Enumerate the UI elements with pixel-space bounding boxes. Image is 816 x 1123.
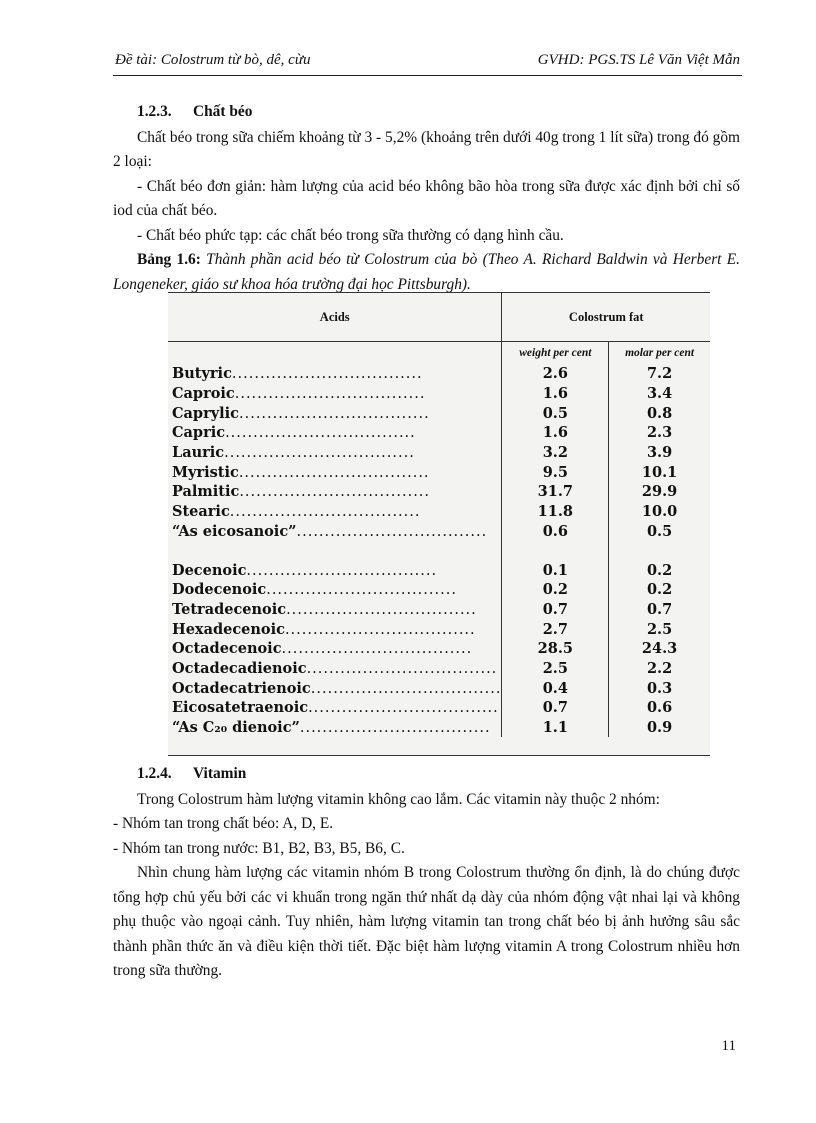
acid-name-text: Caprylic: [172, 404, 239, 422]
leader-dots: ..................................: [308, 700, 499, 717]
subheader-empty: [168, 342, 502, 365]
molar-per-cent: 0.7: [646, 600, 673, 618]
header-divider: [113, 75, 742, 76]
table-row: [168, 502, 710, 522]
section-heading-vitamin: [137, 762, 740, 787]
molar-per-cent: 0.5: [646, 522, 673, 540]
paragraph-complex-fat: - Chất béo phức tạp: các chất béo trong sữa thường có dạng hình cầu.: [137, 226, 564, 244]
weight-per-cent: 2.7: [502, 619, 609, 639]
leader-dots: ..................................: [224, 445, 415, 462]
section-number: 1.2.3.: [137, 103, 172, 120]
acid-name-text: Hexadecenoic: [172, 620, 285, 638]
weight-per-cent: 31.7: [502, 482, 609, 502]
section-heading-fat: [137, 100, 740, 125]
acid-name-text: Tetradecenoic: [172, 600, 287, 618]
weight-per-cent: 1.1: [502, 718, 609, 738]
acid-name: [168, 384, 502, 404]
weight-per-cent: 0.2: [502, 580, 609, 600]
molar-per-cent: 0.9: [646, 719, 673, 737]
leader-dots: ..................................: [229, 504, 421, 521]
leader-dots: ..................................: [266, 582, 457, 599]
table-row: [168, 580, 710, 600]
molar-per-cent: 3.4: [646, 385, 673, 403]
molar-per-cent: 10.0: [641, 503, 678, 521]
table-row: [168, 364, 710, 384]
section-title: Vitamin: [193, 765, 247, 782]
leader-dots: ..................................: [234, 386, 426, 403]
acid-name: [168, 659, 502, 679]
acid-name: [168, 522, 502, 542]
acid-name: [168, 502, 502, 522]
molar-per-cent: 3.9: [646, 444, 673, 462]
acid-name-text: Stearic: [172, 503, 230, 521]
acid-name: [168, 718, 502, 738]
table-row: [168, 522, 710, 542]
acid-name-text: Octadecatrienoic: [172, 679, 311, 697]
weight-per-cent: 28.5: [502, 639, 609, 659]
table-row: [168, 482, 710, 502]
gap-cell: [609, 541, 710, 560]
table-caption-label: Bảng 1.6:: [137, 251, 201, 268]
acid-name: [168, 443, 502, 463]
acid-name: [168, 403, 502, 423]
acid-name: [168, 364, 502, 384]
molar-per-cent: 10.1: [641, 463, 678, 481]
fatty-acid-table: [168, 292, 710, 756]
acid-name: [168, 462, 502, 482]
weight-per-cent: 0.1: [502, 560, 609, 580]
acid-name: [168, 619, 502, 639]
weight-per-cent: 0.5: [502, 403, 609, 423]
molar-per-cent: 0.8: [646, 404, 673, 422]
section-vitamin: [113, 762, 740, 984]
section-fat: [113, 100, 740, 297]
header-topic: Đề tài: Colostrum từ bò, dê, cừu: [115, 52, 311, 68]
acid-name-text: Palmitic: [172, 483, 240, 501]
acid-name-text: Eicosatetraenoic: [172, 699, 309, 717]
acid-name: [168, 482, 502, 502]
subheader-weight: weight per cent: [502, 342, 609, 365]
paragraph-vitamin-intro: Trong Colostrum hàm lượng vitamin không cao lắm. Các vitamin này thuộc 2 nhóm:: [137, 790, 660, 808]
acid-name-text: Myristic: [172, 463, 239, 481]
section-title: Chất béo: [193, 103, 253, 120]
leader-dots: ..................................: [299, 720, 491, 737]
acid-name: [168, 678, 502, 698]
table-row: [168, 639, 710, 659]
acid-name-text: Lauric: [172, 444, 225, 462]
molar-per-cent: 0.2: [646, 581, 673, 599]
molar-per-cent: 2.3: [646, 424, 673, 442]
table-subheader-row: [168, 342, 710, 365]
table-caption: [113, 248, 740, 297]
table-row: [168, 659, 710, 679]
leader-dots: ..................................: [231, 366, 423, 383]
table-row: [168, 560, 710, 580]
header-supervisor: GVHD: PGS.TS Lê Văn Việt Mẫn: [537, 52, 740, 68]
column-header-colostrum-fat: Colostrum fat: [568, 309, 644, 324]
paragraph-vitamin-body: Nhìn chung hàm lượng các vitamin nhóm B trong Colostrum thường ổn định, là do chúng được tổng hợp chủ yếu bởi các vi khuẩn trong ngăn thứ nhất dạ dày của nhóm động vật nhai lại và không phụ thuộc vào ngoại cảnh. Tuy nhiên, hàm lượng vitamin tan trong chất béo bị ảnh hưởng sâu sắc thành phần thức ăn và điều kiện thời tiết. Đặc biệt hàm lượng vitamin A trong Colostrum nhiều hơn trong sữa thường.: [113, 864, 740, 979]
table-row: [168, 423, 710, 443]
table-caption-text: Thành phần acid béo từ Colostrum của bò (Theo A. Richard Baldwin và Herbert E. Longeneker, giáo sư khoa hóa trường đại học Pittsburgh).: [113, 251, 740, 293]
weight-per-cent: 3.2: [502, 443, 609, 463]
table-row: [168, 619, 710, 639]
weight-per-cent: 1.6: [502, 384, 609, 404]
acid-name: [168, 600, 502, 620]
molar-per-cent: 0.3: [646, 679, 673, 697]
acid-name-text: Decenoic: [172, 561, 247, 579]
subheader-molar: molar per cent: [609, 342, 710, 365]
weight-per-cent: 11.8: [502, 502, 609, 522]
molar-per-cent: 0.6: [646, 699, 673, 717]
acid-name: [168, 698, 502, 718]
leader-dots: ..................................: [246, 562, 438, 579]
gap-cell: [168, 541, 502, 560]
molar-per-cent: 24.3: [641, 640, 678, 658]
acid-name-text: Octadecenoic: [172, 640, 282, 658]
weight-per-cent: 2.6: [502, 364, 609, 384]
acid-name-text: “As C₂₀ dienoic”: [172, 719, 300, 737]
table-group-gap: [168, 541, 710, 560]
leader-dots: ..................................: [306, 660, 498, 677]
acid-name: [168, 639, 502, 659]
acid-name-text: Dodecenoic: [172, 581, 267, 599]
gap-cell: [502, 541, 609, 560]
table-row: [168, 443, 710, 463]
leader-dots: ..................................: [310, 680, 502, 697]
leader-dots: ..................................: [225, 425, 416, 442]
acid-name: [168, 560, 502, 580]
leader-dots: ..................................: [286, 601, 477, 618]
acid-name-text: Butyric: [172, 365, 232, 383]
table-row: [168, 384, 710, 404]
section-number: 1.2.4.: [137, 765, 172, 782]
table-row: [168, 403, 710, 423]
acid-name-text: Octadecadienoic: [172, 659, 307, 677]
table-row: [168, 718, 710, 738]
acid-name: [168, 423, 502, 443]
weight-per-cent: 0.7: [502, 698, 609, 718]
list-item-fat-soluble: - Nhóm tan trong chất béo: A, D, E.: [113, 815, 334, 832]
molar-per-cent: 2.5: [646, 620, 673, 638]
leader-dots: ..................................: [238, 464, 430, 481]
leader-dots: ..................................: [239, 484, 431, 501]
molar-per-cent: 0.2: [646, 561, 673, 579]
acid-name: [168, 580, 502, 600]
leader-dots: ..................................: [281, 641, 473, 658]
weight-per-cent: 0.7: [502, 600, 609, 620]
weight-per-cent: 1.6: [502, 423, 609, 443]
acid-name-text: Capric: [172, 424, 226, 442]
leader-dots: ..................................: [284, 621, 476, 638]
acid-name-text: Caproic: [172, 385, 235, 403]
table-row: [168, 462, 710, 482]
leader-dots: ..................................: [296, 523, 488, 540]
page-number: 11: [721, 1038, 736, 1054]
molar-per-cent: 7.2: [646, 365, 673, 383]
weight-per-cent: 0.6: [502, 522, 609, 542]
molar-per-cent: 29.9: [641, 483, 678, 501]
table-row: [168, 698, 710, 718]
paragraph-fat-intro: Chất béo trong sữa chiếm khoảng từ 3 - 5,2% (khoảng trên dưới 40g trong 1 lít sữa) trong đó gồm 2 loại:: [113, 128, 740, 170]
fatty-acid-table-grid: [168, 293, 710, 737]
weight-per-cent: 2.5: [502, 659, 609, 679]
table-row: [168, 600, 710, 620]
weight-per-cent: 0.4: [502, 678, 609, 698]
table-row: [168, 678, 710, 698]
column-header-acids: Acids: [168, 293, 502, 342]
list-item-water-soluble: - Nhóm tan trong nước: B1, B2, B3, B5, B6, C.: [113, 839, 405, 857]
weight-per-cent: 9.5: [502, 462, 609, 482]
paragraph-simple-fat: - Chất béo đơn giản: hàm lượng của acid béo không bão hòa trong sữa được xác định bởi chỉ số iod của chất béo.: [113, 177, 740, 219]
acid-name-text: “As eicosanoic”: [172, 522, 297, 540]
molar-per-cent: 2.2: [646, 659, 673, 677]
leader-dots: ..................................: [239, 405, 430, 422]
